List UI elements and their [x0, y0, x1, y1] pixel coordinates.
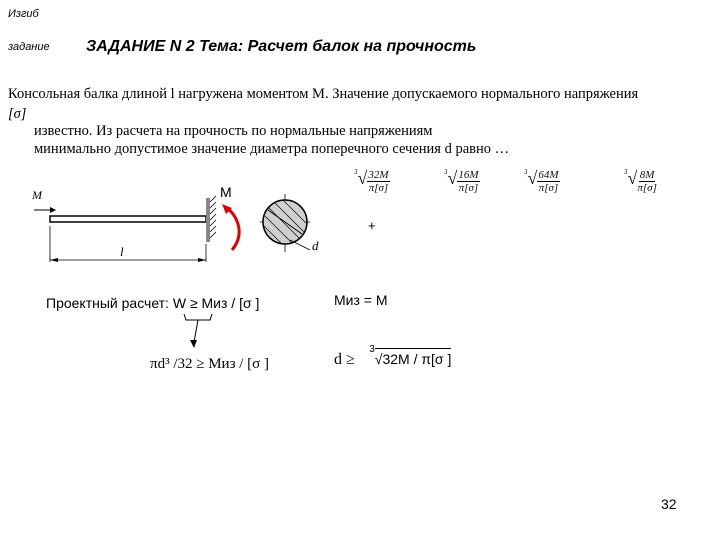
root-index: 3 — [524, 168, 528, 176]
design-calculation: Проектный расчет: W ≥ Миз / [σ ] — [46, 295, 260, 311]
wall-support — [206, 198, 210, 242]
beam — [50, 216, 206, 222]
option-denominator: π[σ] — [458, 181, 479, 194]
moment-label-left: M — [32, 188, 42, 202]
option-denominator: π[σ] — [637, 181, 657, 194]
result-formula — [334, 344, 451, 369]
result-radicand: √32М / π[σ ] — [375, 348, 452, 367]
option-numerator: 64M — [538, 168, 559, 181]
problem-line-3: минимально допустимое значение диаметра поперечного сечения d равно … — [34, 141, 510, 157]
root-index: 3 — [444, 168, 448, 176]
result-root-index: 3 — [369, 344, 375, 355]
problem-line-2: известно. Из расчета на прочность по нормальные напряжениям — [34, 123, 433, 139]
beam-diagram — [28, 178, 328, 278]
sigma-symbol: [σ] — [8, 106, 27, 122]
root-index: 3 — [354, 168, 358, 176]
answer-option-1[interactable] — [354, 168, 390, 194]
radical-sign: √ — [527, 168, 538, 188]
answer-option-4[interactable] — [624, 168, 657, 194]
option-numerator: 8M — [639, 168, 655, 181]
option-denominator: π[σ] — [368, 181, 389, 194]
expansion-formula: πd³ /32 ≥ Миз / [σ ] — [150, 356, 270, 372]
page-title: ЗАДАНИЕ N 2 Тема: Расчет балок на прочность — [86, 38, 477, 55]
selected-mark: + — [368, 218, 376, 233]
dimension-line — [50, 226, 206, 262]
task-label: задание — [8, 41, 50, 53]
cross-section — [260, 194, 310, 252]
answer-option-3[interactable] — [524, 168, 560, 194]
moment-arrow-left — [34, 207, 56, 213]
red-moment-arrow — [222, 204, 239, 250]
page-number: 32 — [661, 496, 677, 512]
bracket-arrow — [180, 312, 220, 352]
topic-label: Изгиб — [8, 8, 39, 20]
problem-line-1: Консольная балка длиной l нагружена моментом M. Значение допускаемого нормального напряжения — [8, 86, 639, 102]
option-numerator: 32M — [368, 168, 389, 181]
radical-sign: √ — [447, 168, 458, 188]
moment-label-red: M — [220, 184, 232, 200]
option-denominator: π[σ] — [538, 181, 559, 194]
length-label: l — [120, 244, 124, 259]
result-prefix: d ≥ — [334, 351, 355, 368]
root-index: 3 — [624, 168, 628, 176]
wall-hatching — [210, 196, 216, 238]
diameter-label: d — [312, 238, 319, 253]
answer-option-2[interactable] — [444, 168, 480, 194]
radical-sign: √ — [627, 168, 638, 188]
moment-equation: Миз = М — [334, 292, 388, 308]
radical-sign: √ — [357, 168, 368, 188]
option-numerator: 16M — [458, 168, 479, 181]
